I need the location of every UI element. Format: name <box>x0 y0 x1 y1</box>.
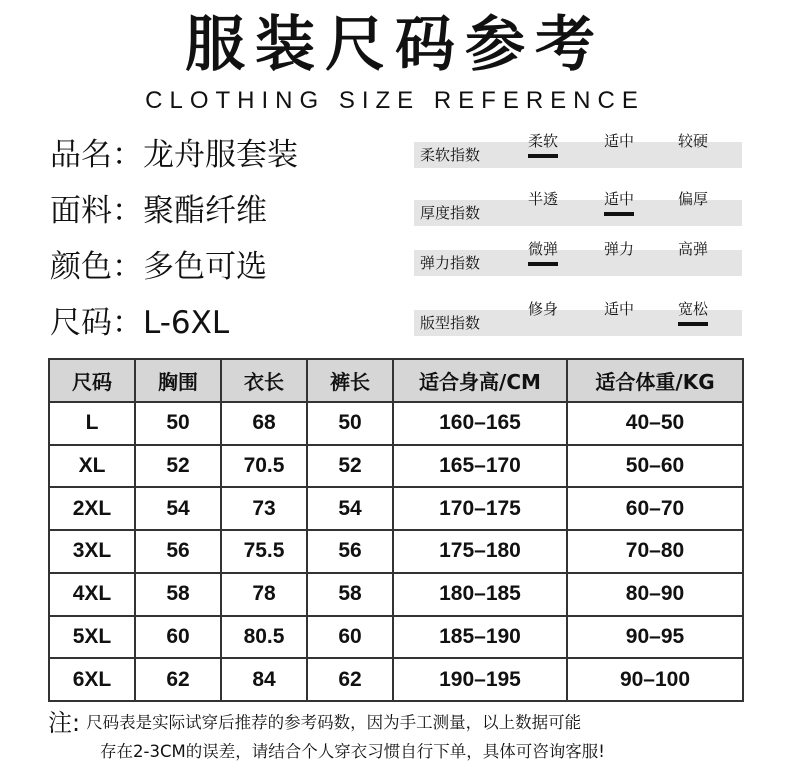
index-option: 适中 <box>604 300 635 318</box>
table-cell: 84 <box>221 658 307 701</box>
footnote <box>48 708 768 774</box>
product-name-value: 龙舟服套装 <box>143 137 298 173</box>
table-cell: 50–60 <box>567 445 743 488</box>
table-cell: 78 <box>221 573 307 616</box>
table-header-row <box>49 359 743 402</box>
table-cell: 5XL <box>49 616 135 659</box>
table-cell: 60 <box>307 616 393 659</box>
elasticity-index <box>414 240 742 276</box>
table-cell: 58 <box>135 573 221 616</box>
table-row <box>49 658 743 701</box>
table-cell: 60–70 <box>567 487 743 530</box>
column-header: 衣长 <box>221 359 307 402</box>
product-name-label: 品名： <box>50 137 143 173</box>
index-option: 弹力 <box>604 240 635 258</box>
index-option: 适中 <box>604 186 634 212</box>
table-cell: 180–185 <box>393 573 567 616</box>
table-row <box>49 573 743 616</box>
thickness-index <box>414 190 742 226</box>
table-cell: 58 <box>307 573 393 616</box>
size-range-value: L-6XL <box>143 305 230 341</box>
table-cell: 4XL <box>49 573 135 616</box>
product-name-row <box>50 132 410 178</box>
table-cell: XL <box>49 445 135 488</box>
table-cell: 2XL <box>49 487 135 530</box>
table-cell: 50 <box>135 402 221 445</box>
table-cell: 170–175 <box>393 487 567 530</box>
table-cell: 62 <box>307 658 393 701</box>
table-cell: 80.5 <box>221 616 307 659</box>
index-label: 版型指数 <box>420 314 481 332</box>
fit-index <box>414 300 742 336</box>
index-option: 修身 <box>528 300 559 318</box>
table-cell: 160–165 <box>393 402 567 445</box>
note-line-2: 存在2-3CM的误差，请结合个人穿衣习惯自行下单，具体可咨询客服! <box>100 742 605 761</box>
table-cell: 165–170 <box>393 445 567 488</box>
table-row <box>49 402 743 445</box>
index-option: 偏厚 <box>678 190 709 208</box>
table-cell: 73 <box>221 487 307 530</box>
color-value: 多色可选 <box>143 249 267 285</box>
fabric-row <box>50 188 410 234</box>
index-label: 厚度指数 <box>420 204 481 222</box>
column-header: 胸围 <box>135 359 221 402</box>
table-cell: 54 <box>135 487 221 530</box>
fabric-value: 聚酯纤维 <box>143 193 267 229</box>
table-cell: 52 <box>307 445 393 488</box>
index-option: 宽松 <box>678 296 708 322</box>
index-option: 柔软 <box>528 128 558 154</box>
column-header: 适合身高/CM <box>393 359 567 402</box>
table-cell: 40–50 <box>567 402 743 445</box>
size-table <box>48 358 744 702</box>
index-option: 半透 <box>528 190 559 208</box>
table-cell: 68 <box>221 402 307 445</box>
table-cell: 190–195 <box>393 658 567 701</box>
table-cell: 185–190 <box>393 616 567 659</box>
table-cell: 54 <box>307 487 393 530</box>
table-cell: 3XL <box>49 530 135 573</box>
table-row <box>49 487 743 530</box>
size-range-row <box>50 300 410 346</box>
index-label: 柔软指数 <box>420 146 481 164</box>
index-option: 高弹 <box>678 240 709 258</box>
column-header: 适合体重/KG <box>567 359 743 402</box>
table-row <box>49 445 743 488</box>
index-option: 较硬 <box>678 132 709 150</box>
index-label: 弹力指数 <box>420 254 481 272</box>
table-cell: 60 <box>135 616 221 659</box>
table-cell: 6XL <box>49 658 135 701</box>
table-cell: 52 <box>135 445 221 488</box>
color-label: 颜色： <box>50 249 143 285</box>
table-cell: 175–180 <box>393 530 567 573</box>
table-cell: L <box>49 402 135 445</box>
table-cell: 56 <box>135 530 221 573</box>
table-cell: 50 <box>307 402 393 445</box>
table-cell: 70.5 <box>221 445 307 488</box>
table-cell: 75.5 <box>221 530 307 573</box>
index-option: 适中 <box>604 132 635 150</box>
column-header: 尺码 <box>49 359 135 402</box>
table-row <box>49 616 743 659</box>
size-range-label: 尺码： <box>50 305 143 341</box>
page-title: 服装尺码参考 <box>185 10 605 80</box>
column-header: 裤长 <box>307 359 393 402</box>
index-option: 微弹 <box>528 236 558 262</box>
softness-index <box>414 132 742 168</box>
table-cell: 80–90 <box>567 573 743 616</box>
table-row <box>49 530 743 573</box>
page-subtitle: CLOTHING SIZE REFERENCE <box>145 87 645 114</box>
table-cell: 90–95 <box>567 616 743 659</box>
table-cell: 90–100 <box>567 658 743 701</box>
note-line-1: 尺码表是实际试穿后推荐的参考码数，因为手工测量，以上数据可能 <box>86 713 582 732</box>
table-cell: 70–80 <box>567 530 743 573</box>
table-cell: 56 <box>307 530 393 573</box>
fabric-label: 面料： <box>50 193 143 229</box>
color-row <box>50 244 410 290</box>
table-cell: 62 <box>135 658 221 701</box>
note-mark: 注: <box>48 709 81 737</box>
